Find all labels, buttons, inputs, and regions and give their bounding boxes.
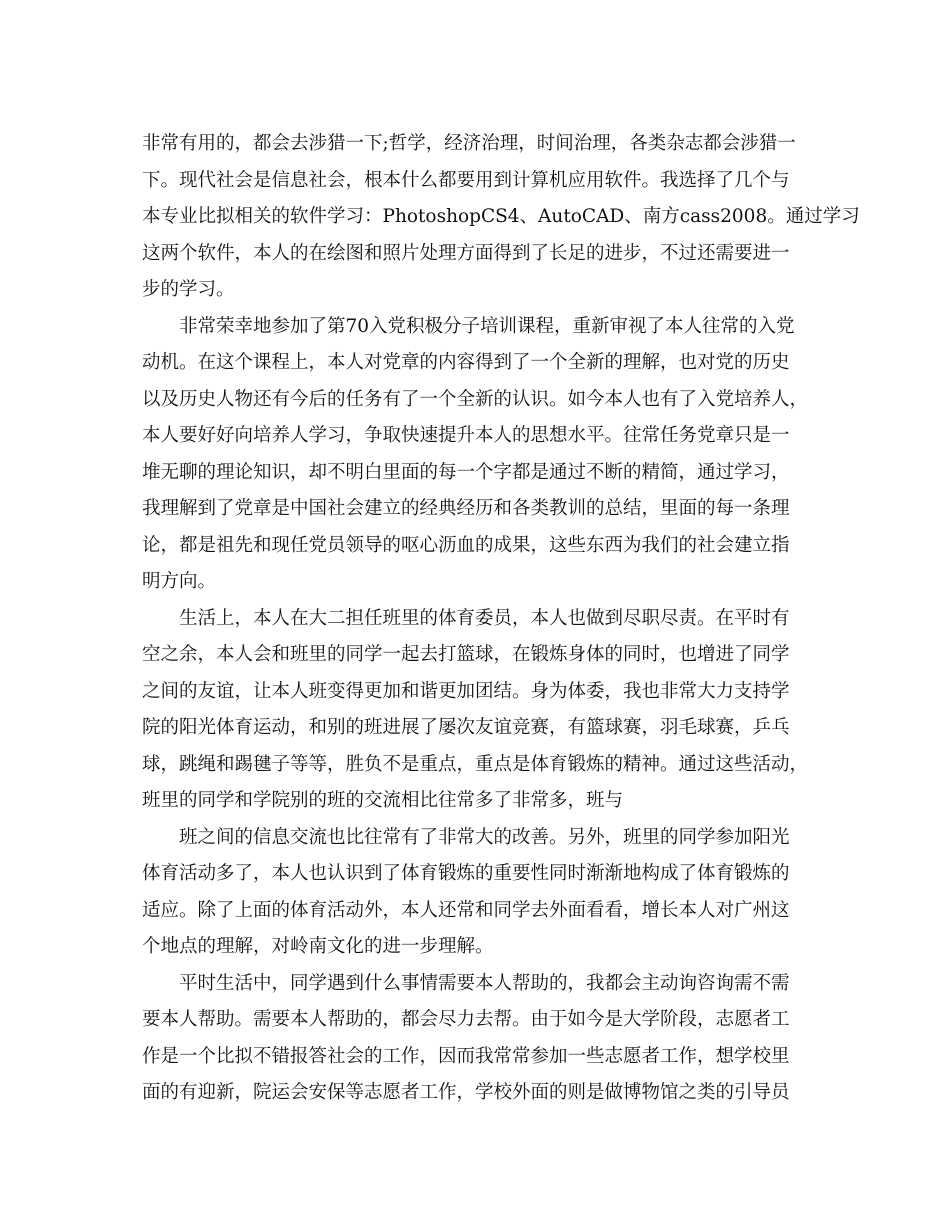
text-line: 非常荣幸地参加了第70入党积极分子培训课程，重新审视了本人往常的入党 (179, 315, 795, 337)
text-line: 院的阳光体育运动，和别的班进展了屡次友谊竞赛，有篮球赛，羽毛球赛，乒乓 (142, 717, 790, 738)
text-line: 生活上，本人在大二担任班里的体育委员，本人也做到尽职尽责。在平时有 (179, 607, 790, 629)
text-line: 体育活动多了，本人也认识到了体育锻炼的重要性同时渐渐地构成了体育锻炼的 (142, 863, 790, 884)
text-line: 这两个软件，本人的在绘图和照片处理方面得到了长足的进步，不过还需要进一 (142, 242, 790, 264)
text-line: 之间的友谊，让本人班变得更加和谐更加团结。身为体委，我也非常大力支持学 (142, 680, 790, 702)
text-line: 论，都是祖先和现任党员领导的呕心沥血的成果，这些东西为我们的社会建立指 (142, 534, 790, 556)
text-line: 本专业比拟相关的软件学习：PhotoshopCS4、AutoCAD、南方cass2008。通过学习 (142, 206, 860, 227)
document-body (142, 126, 860, 1112)
text-line: 班之间的信息交流也比往常有了非常大的改善。另外，班里的同学参加阳光 (179, 826, 790, 848)
text-line: 非常有用的，都会去涉猎一下;哲学，经济治理，时间治理，各类杂志都会涉猎一 (142, 133, 796, 154)
text-line: 明方向。 (142, 571, 217, 592)
text-line: 个地点的理解，对岭南文化的进一步理解。 (142, 936, 494, 957)
text-line: 作是一个比拟不错报答社会的工作，因而我常常参加一些志愿者工作，想学校里 (142, 1045, 790, 1067)
text-line: 下。现代社会是信息社会，根本什么都要用到计算机应用软件。我选择了几个与 (142, 169, 790, 191)
text-line: 球，跳绳和踢毽子等等，胜负不是重点，重点是体育锻炼的精神。通过这些活动， (142, 753, 809, 775)
text-line: 班里的同学和学院别的班的交流相比往常多了非常多，班与 (142, 790, 624, 811)
text-line: 步的学习。 (142, 279, 235, 300)
text-line: 平时生活中，同学遇到什么事情需要本人帮助的，我都会主动询咨询需不需 (179, 972, 790, 994)
text-line: 本人要好好向培养人学习，争取快速提升本人的思想水平。往常任务党章只是一 (142, 425, 790, 446)
text-line: 空之余，本人会和班里的同学一起去打篮球，在锻炼身体的同时，也增进了同学 (142, 644, 790, 665)
text-line: 面的有迎新，院运会安保等志愿者工作，学校外面的则是做博物馆之类的引导员 (142, 1082, 790, 1103)
text-line: 适应。除了上面的体育活动外，本人还常和同学去外面看看，增长本人对广州这 (142, 899, 790, 921)
text-line: 要本人帮助。需要本人帮助的，都会尽力去帮。由于如今是大学阶段，志愿者工 (142, 1009, 790, 1030)
text-line: 我理解到了党章是中国社会建立的经典经历和各类教训的总结，里面的每一条理 (142, 498, 790, 519)
text-line: 以及历史人物还有今后的任务有了一个全新的认识。如今本人也有了入党培养人， (142, 388, 809, 410)
text-line: 堆无聊的理论知识，却不明白里面的每一个字都是通过不断的精简，通过学习， (142, 461, 790, 483)
text-line: 动机。在这个课程上，本人对党章的内容得到了一个全新的理解，也对党的历史 (142, 352, 790, 373)
